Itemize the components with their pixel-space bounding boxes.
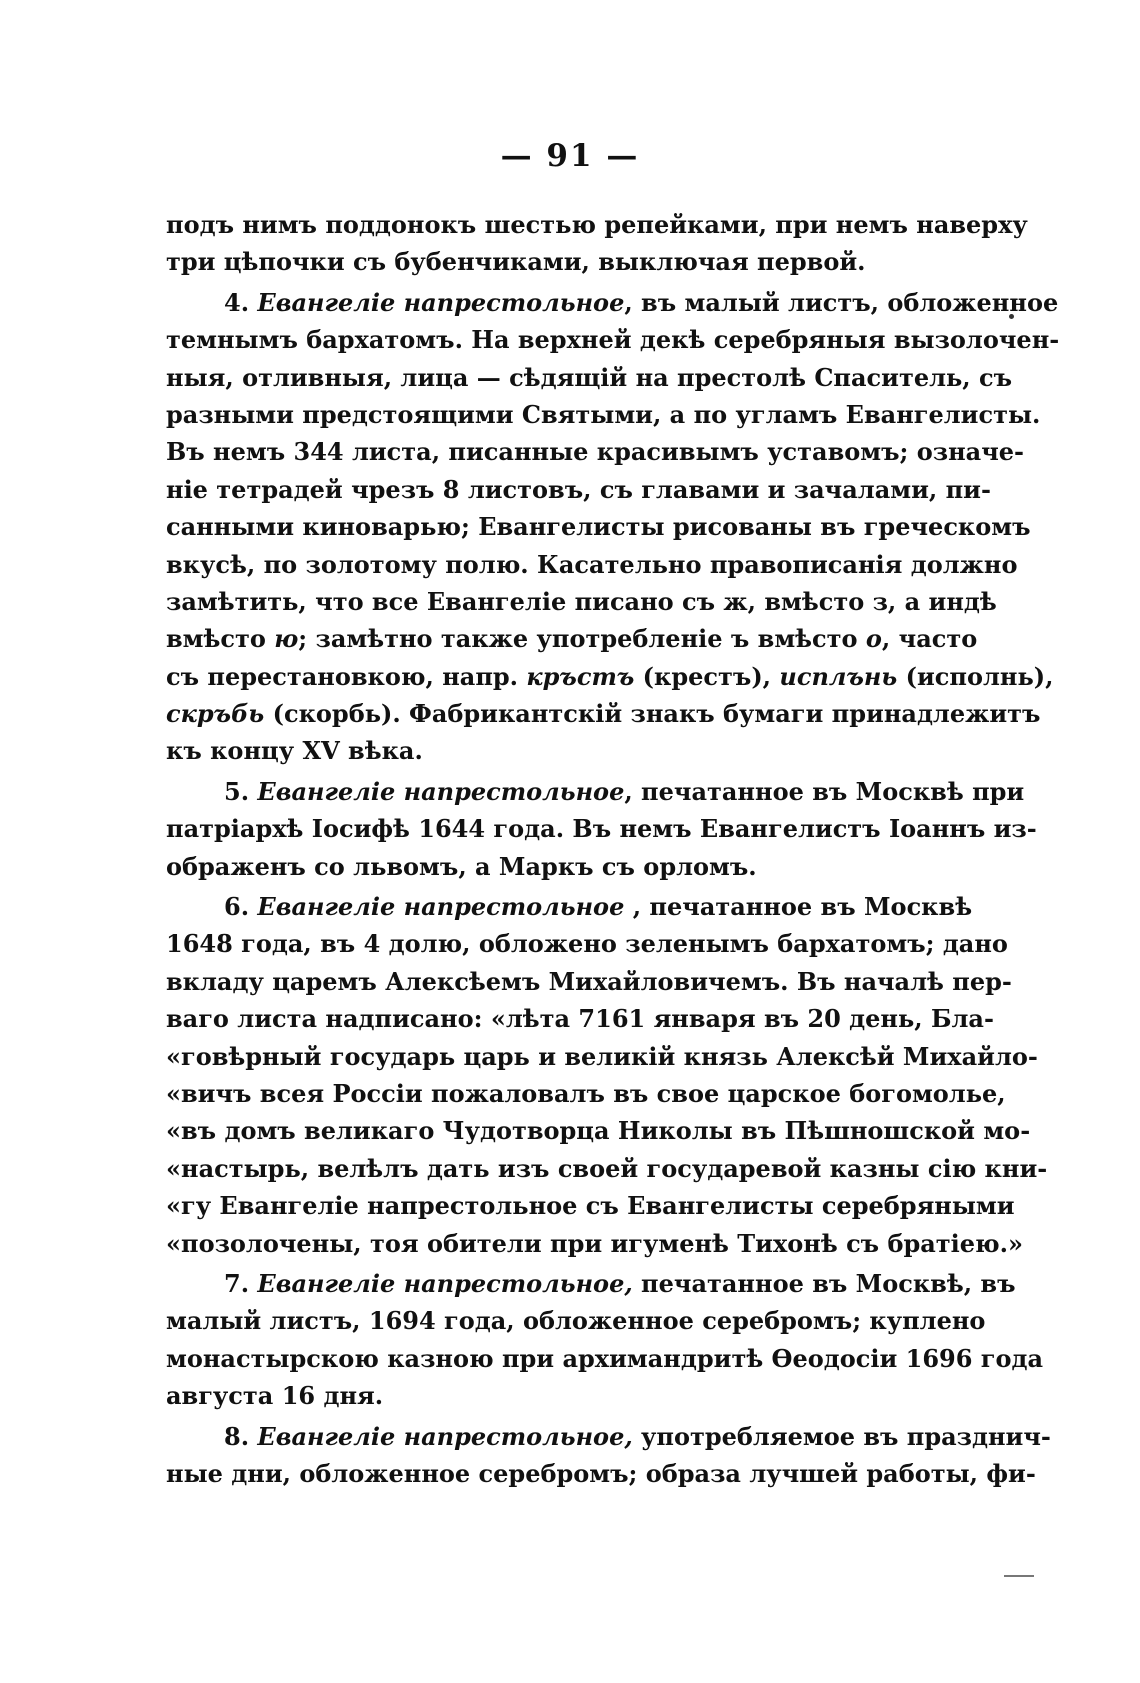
text-line xyxy=(166,620,978,657)
text-run: Въ немъ 344 листа, писанные красивымъ уставомъ; означе- xyxy=(166,437,1024,467)
text-run: , печатанное въ Москвѣ xyxy=(624,892,973,922)
italic-title: Евангеліе напрестольное xyxy=(257,287,625,317)
text-line xyxy=(166,206,1028,243)
text-line xyxy=(166,243,940,280)
text-run: употребляемое въ празднич- xyxy=(632,1421,1051,1451)
text-run: ныя, отливныя, лица — сѣдящій на престолѣ Спаситель, съ xyxy=(166,362,1013,392)
text-run: 7. xyxy=(224,1268,258,1298)
text-run: патріархѣ Іосифѣ 1644 года. Въ немъ Евангелистъ Іоаннъ из- xyxy=(166,814,1037,844)
text-run: разными предстоящими Святыми, а по угламъ Евангелисты. xyxy=(166,399,1041,429)
text-line xyxy=(166,1112,1031,1149)
text-run: (скорбь). Фабрикантскій знакъ бумаги принадлежитъ xyxy=(264,699,1041,729)
text-line xyxy=(166,1038,1038,1075)
text-run: , въ малый листъ, обложенное xyxy=(624,287,1059,317)
italic-title: Евангеліе напрестольное xyxy=(257,776,625,806)
italic-title: Евангеліе напрестольное, xyxy=(257,1421,633,1451)
text-run: , часто xyxy=(881,624,978,654)
text-run: съ перестановкою, напр. xyxy=(166,661,527,691)
text-line xyxy=(166,508,1031,545)
italic-title: о xyxy=(865,624,882,654)
text-run: темнымъ бархатомъ. На верхней декѣ серебряныя вызолочен- xyxy=(166,325,1060,355)
text-line xyxy=(166,695,1041,732)
italic-title: кръстъ xyxy=(526,661,635,691)
page-number: — 91 — xyxy=(500,138,640,174)
text-line xyxy=(166,1455,1036,1492)
text-line xyxy=(166,1340,1044,1377)
text-run: ніе тетрадей чрезъ 8 листовъ, съ главами и зачалами, пи- xyxy=(166,474,991,504)
text-run: замѣтить, что все Евангеліе писано съ ж, вмѣсто з, а индѣ xyxy=(166,586,997,616)
text-run: печатанное въ Москвѣ, въ xyxy=(632,1268,1016,1298)
text-line xyxy=(166,1265,1016,1302)
italic-title: скръбь xyxy=(166,699,265,729)
text-line xyxy=(166,888,973,925)
italic-title: исплънь xyxy=(779,661,898,691)
text-line xyxy=(166,925,1008,962)
text-run: «гу Евангеліе напрестольное съ Евангелисты серебряными xyxy=(166,1191,1015,1221)
body-text xyxy=(166,206,1060,1492)
text-line xyxy=(166,321,1060,358)
text-run: малый листъ, 1694 года, обложенное серебромъ; куплено xyxy=(166,1306,986,1336)
text-run: монастырскою казною при архимандритѣ Ѳеодосіи 1696 года xyxy=(166,1343,1044,1373)
text-run: три цѣпочки съ бубенчиками, выключая первой. xyxy=(166,247,866,277)
italic-title: Евангеліе напрестольное xyxy=(257,892,625,922)
text-line xyxy=(166,1150,1048,1187)
text-run: къ концу XV вѣка. xyxy=(166,736,423,766)
text-line xyxy=(166,1000,994,1037)
text-line xyxy=(166,583,997,620)
text-line xyxy=(166,1418,1051,1455)
text-line xyxy=(166,359,1013,396)
text-run: 8. xyxy=(224,1421,258,1451)
text-run: ваго листа надписано: «лѣта 7161 января въ 20 день, Бла- xyxy=(166,1004,994,1034)
text-line xyxy=(166,284,1059,321)
text-run: 1648 года, въ 4 долю, обложено зеленымъ бархатомъ; дано xyxy=(166,929,1008,959)
text-run: , печатанное въ Москвѣ при xyxy=(624,776,1025,806)
text-run: ные дни, обложенное серебромъ; образа лучшей работы, фи- xyxy=(166,1458,1036,1488)
text-run: 4. xyxy=(224,287,258,317)
text-line xyxy=(166,1377,940,1414)
text-line xyxy=(166,1225,1024,1262)
text-line xyxy=(166,773,1025,810)
text-line xyxy=(166,1187,1015,1224)
text-line xyxy=(166,1302,986,1339)
text-line xyxy=(166,1075,1006,1112)
text-run: «настырь, велѣлъ дать изъ своей государевой казны сію кни- xyxy=(166,1153,1048,1183)
text-line xyxy=(166,433,1024,470)
text-line xyxy=(166,963,1012,1000)
text-run: (крестъ), xyxy=(634,661,780,691)
text-run: ; замѣтно также употребленіе ъ вмѣсто xyxy=(298,624,866,654)
text-run: 5. xyxy=(224,776,258,806)
text-run: вкладу царемъ Алексѣемъ Михайловичемъ. Въ началѣ пер- xyxy=(166,966,1012,996)
text-run: «въ домъ великаго Чудотворца Николы въ Пѣшношской мо- xyxy=(166,1116,1031,1146)
text-run: подъ нимъ поддонокъ шестью репейками, при немъ наверху xyxy=(166,210,1028,239)
text-line xyxy=(166,848,940,885)
text-line xyxy=(166,396,1041,433)
text-line xyxy=(166,732,940,769)
italic-title: Евангеліе напрестольное, xyxy=(257,1268,633,1298)
italic-title: ю xyxy=(274,624,299,654)
text-run: «вичъ всея Россіи пожаловалъ въ свое царское богомолье, xyxy=(166,1078,1006,1108)
text-run: «говѣрный государь царь и великій князь Алексѣй Михайло- xyxy=(166,1041,1038,1071)
margin-mark-dash xyxy=(1004,1575,1034,1577)
text-run: ображенъ со львомъ, а Маркъ съ орломъ. xyxy=(166,851,757,881)
text-run: вмѣсто xyxy=(166,624,275,654)
text-run: 6. xyxy=(224,892,258,922)
text-line xyxy=(166,810,1037,847)
text-run: вкусѣ, по золотому полю. Касательно правописанія должно xyxy=(166,549,1018,579)
text-run: августа 16 дня. xyxy=(166,1381,384,1411)
text-run: (исполнь), xyxy=(897,661,1054,691)
text-run: «позолочены, тоя обители при игуменѣ Тихонѣ съ братіею.» xyxy=(166,1228,1024,1258)
text-line xyxy=(166,546,1018,583)
text-run: санными киноварью; Евангелисты рисованы въ греческомъ xyxy=(166,512,1031,542)
text-line xyxy=(166,471,991,508)
text-line xyxy=(166,658,1054,695)
